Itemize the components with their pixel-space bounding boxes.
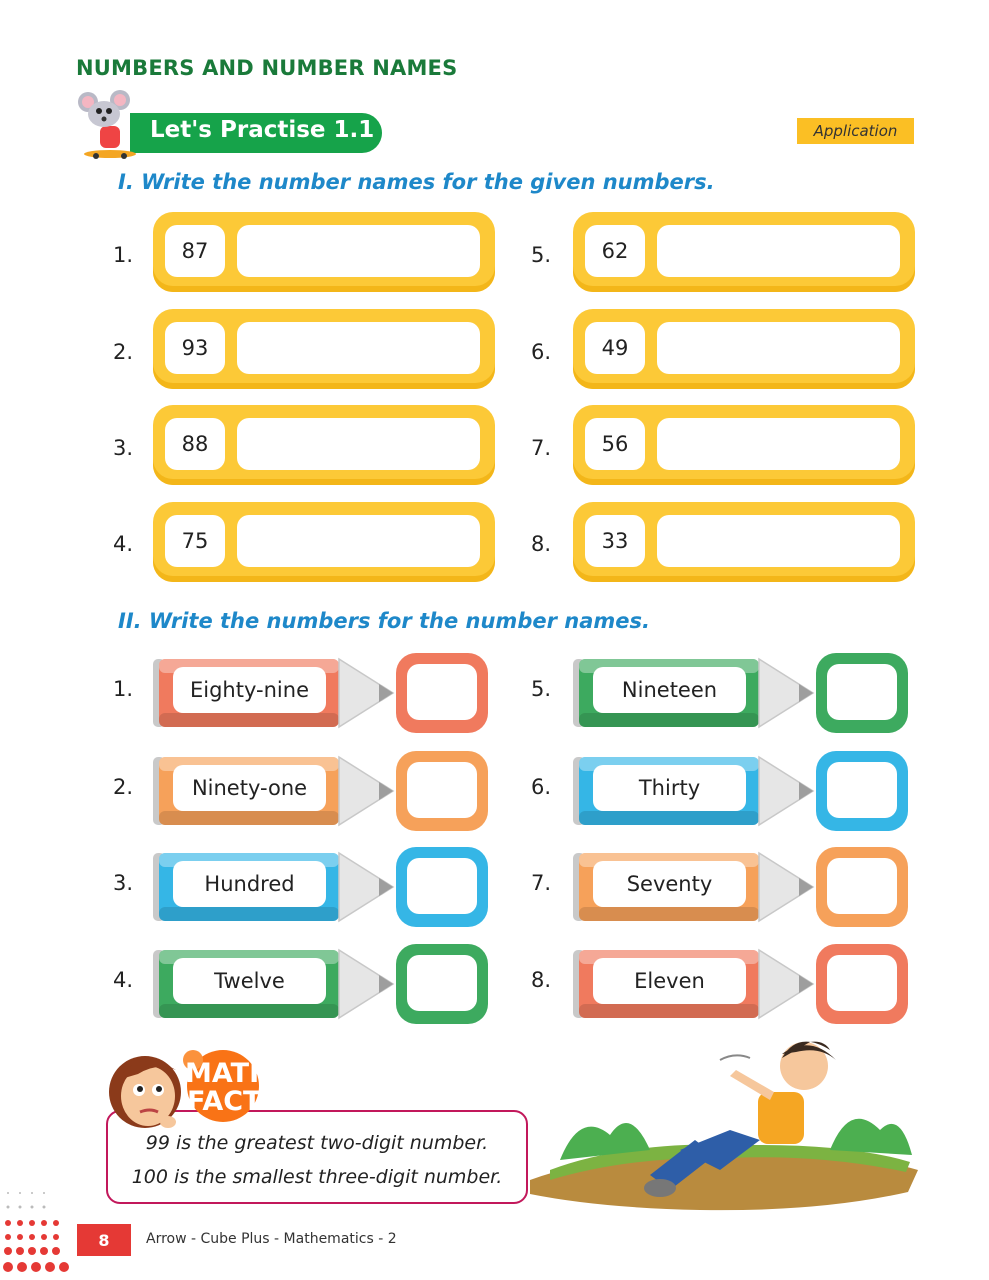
- answer-field[interactable]: [237, 322, 480, 374]
- answer-field[interactable]: [407, 858, 477, 914]
- number-name-label: Eleven: [593, 958, 746, 1004]
- question-number: 1.: [113, 243, 134, 267]
- question-number: 8.: [531, 532, 552, 556]
- number-value: 33: [585, 515, 645, 567]
- number-value: 88: [165, 418, 225, 470]
- pencil-item: [573, 653, 913, 725]
- page-number: 8: [77, 1224, 131, 1256]
- number-name-label: Eighty-nine: [173, 667, 326, 713]
- section2-heading: II. Write the numbers for the number names.: [118, 609, 650, 633]
- boy-relaxing-illustration: [520, 1030, 920, 1215]
- answer-box: [816, 653, 908, 733]
- answer-field[interactable]: [827, 664, 897, 720]
- answer-field[interactable]: [407, 955, 477, 1011]
- answer-field[interactable]: [657, 225, 900, 277]
- question-number: 6.: [531, 775, 552, 799]
- answer-field[interactable]: [657, 515, 900, 567]
- answer-box: [816, 847, 908, 927]
- answer-box: [396, 751, 488, 831]
- fact-line-1: 99 is the greatest two-digit number.: [145, 1132, 489, 1154]
- number-name-label: Seventy: [593, 861, 746, 907]
- mouse-mascot-icon: [70, 90, 150, 160]
- number-name-label: Ninety-one: [173, 765, 326, 811]
- application-tag: Application: [797, 118, 914, 144]
- question-number: 3.: [113, 871, 134, 895]
- answer-field[interactable]: [237, 515, 480, 567]
- number-value: 87: [165, 225, 225, 277]
- question-number: 5.: [531, 243, 552, 267]
- number-value: 93: [165, 322, 225, 374]
- question-number: 7.: [531, 436, 552, 460]
- pencil-item: [573, 944, 913, 1016]
- pencil-item: [573, 847, 913, 919]
- number-value: 56: [585, 418, 645, 470]
- question-number: 7.: [531, 871, 552, 895]
- number-box: [153, 212, 495, 292]
- answer-field[interactable]: [657, 418, 900, 470]
- question-number: 5.: [531, 677, 552, 701]
- number-value: 62: [585, 225, 645, 277]
- math-fact-badge: [165, 1050, 285, 1122]
- answer-field[interactable]: [827, 858, 897, 914]
- decorative-dots: [0, 1185, 80, 1280]
- answer-box: [816, 751, 908, 831]
- number-name-label: Twelve: [173, 958, 326, 1004]
- fact-line-2: 100 is the smallest three-digit number.: [131, 1166, 503, 1188]
- badge-text-1: MATH: [185, 1058, 272, 1089]
- answer-box: [396, 653, 488, 733]
- number-value: 75: [165, 515, 225, 567]
- number-name-label: Nineteen: [593, 667, 746, 713]
- number-box: [153, 405, 495, 485]
- answer-field[interactable]: [237, 225, 480, 277]
- question-number: 8.: [531, 968, 552, 992]
- question-number: 1.: [113, 677, 134, 701]
- question-number: 3.: [113, 436, 134, 460]
- question-number: 2.: [113, 775, 134, 799]
- footer-text: Arrow - Cube Plus - Mathematics - 2: [146, 1231, 397, 1247]
- chapter-title: NUMBERS AND NUMBER NAMES: [76, 56, 458, 80]
- number-name-label: Thirty: [593, 765, 746, 811]
- badge-text-2: FACT: [187, 1086, 262, 1117]
- number-box: [153, 309, 495, 389]
- number-box: [573, 502, 915, 582]
- pencil-item: [153, 751, 493, 823]
- answer-box: [396, 847, 488, 927]
- number-box: [573, 212, 915, 292]
- number-box: [573, 309, 915, 389]
- pencil-item: [573, 751, 913, 823]
- number-value: 49: [585, 322, 645, 374]
- answer-field[interactable]: [827, 762, 897, 818]
- answer-field[interactable]: [407, 664, 477, 720]
- practice-label: Let's Practise 1.1: [150, 117, 375, 143]
- pencil-item: [153, 653, 493, 725]
- question-number: 4.: [113, 968, 134, 992]
- question-number: 6.: [531, 340, 552, 364]
- answer-field[interactable]: [407, 762, 477, 818]
- question-number: 4.: [113, 532, 134, 556]
- answer-box: [396, 944, 488, 1024]
- answer-field[interactable]: [657, 322, 900, 374]
- number-name-label: Hundred: [173, 861, 326, 907]
- number-box: [573, 405, 915, 485]
- answer-box: [816, 944, 908, 1024]
- section1-heading: I. Write the number names for the given numbers.: [118, 170, 715, 194]
- pencil-item: [153, 944, 493, 1016]
- number-box: [153, 502, 495, 582]
- answer-field[interactable]: [827, 955, 897, 1011]
- answer-field[interactable]: [237, 418, 480, 470]
- question-number: 2.: [113, 340, 134, 364]
- pencil-item: [153, 847, 493, 919]
